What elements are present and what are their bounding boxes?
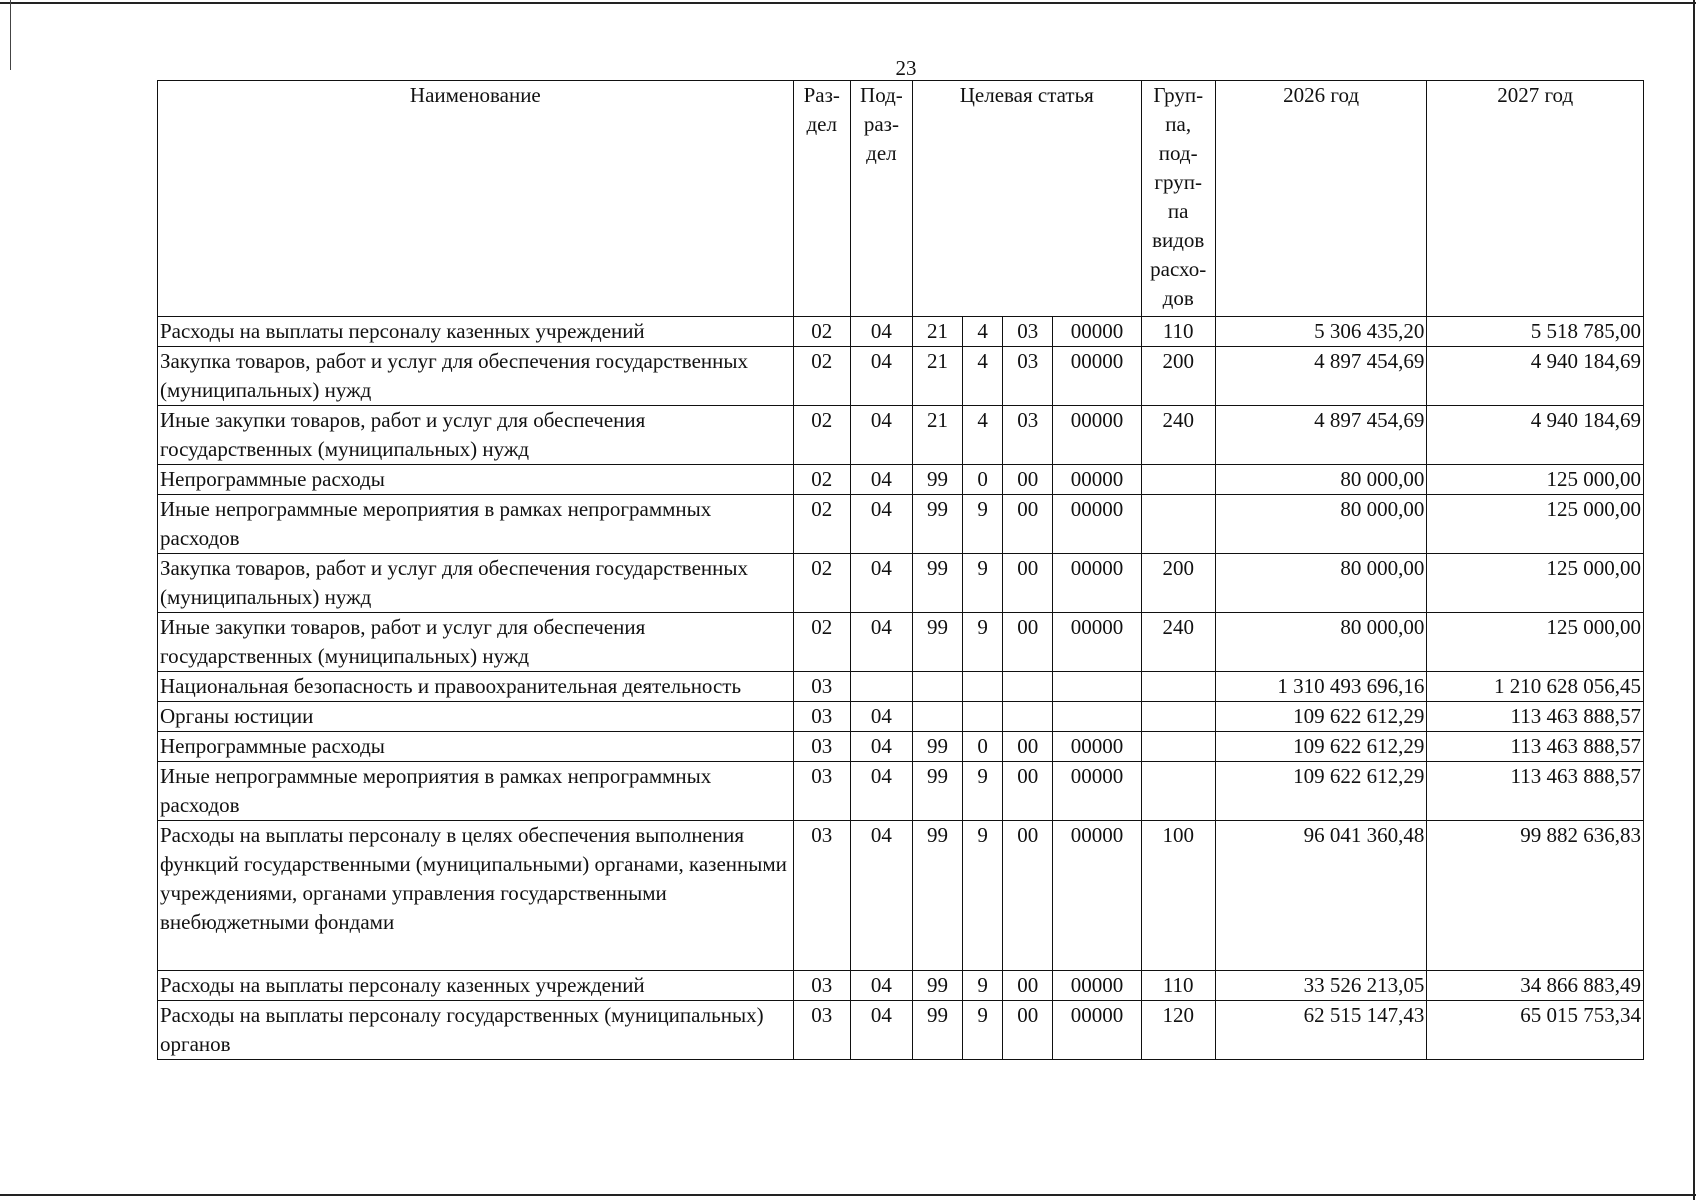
cell-expense-group: [1141, 762, 1215, 821]
cell-name: Закупка товаров, работ и услуг для обеспечения государственных (муниципальных) нужд: [158, 347, 794, 406]
cell-amount-2027: 125 000,00: [1427, 465, 1644, 495]
cell-podrazdel: 04: [850, 702, 912, 732]
cell-podrazdel: 04: [850, 406, 912, 465]
cell-razdel: 02: [793, 495, 850, 554]
cell-target-type: 4: [963, 406, 1003, 465]
cell-target-program: [912, 672, 962, 702]
cell-amount-2026: 4 897 454,69: [1215, 406, 1427, 465]
cell-razdel: 03: [793, 1001, 850, 1060]
cell-expense-group: 110: [1141, 317, 1215, 347]
cell-amount-2027: 65 015 753,34: [1427, 1001, 1644, 1060]
cell-name: Иные непрограммные мероприятия в рамках непрограммных расходов: [158, 762, 794, 821]
cell-amount-2026: 5 306 435,20: [1215, 317, 1427, 347]
cell-expense-group: [1141, 702, 1215, 732]
cell-name: Расходы на выплаты персоналу государственных (муниципальных) органов: [158, 1001, 794, 1060]
page-border-right: [1693, 0, 1695, 1200]
cell-name: Национальная безопасность и правоохранительная деятельность: [158, 672, 794, 702]
cell-amount-2026: 109 622 612,29: [1215, 702, 1427, 732]
cell-target-type: 9: [963, 495, 1003, 554]
header-target-article: Целевая статья: [912, 81, 1141, 317]
table-row: [158, 821, 1644, 971]
cell-target-type: 0: [963, 732, 1003, 762]
table-row: [158, 317, 1644, 347]
cell-target-direction: 00000: [1053, 821, 1141, 971]
cell-amount-2027: 113 463 888,57: [1427, 762, 1644, 821]
cell-expense-group: 120: [1141, 1001, 1215, 1060]
cell-target-type: [963, 672, 1003, 702]
cell-podrazdel: [850, 672, 912, 702]
cell-target-subprogram: 00: [1003, 495, 1053, 554]
header-group: [1141, 81, 1215, 317]
cell-amount-2027: 113 463 888,57: [1427, 732, 1644, 762]
cell-name: Иные закупки товаров, работ и услуг для обеспечения государственных (муниципальных) нужд: [158, 406, 794, 465]
cell-podrazdel: 04: [850, 347, 912, 406]
cell-amount-2026: 62 515 147,43: [1215, 1001, 1427, 1060]
cell-podrazdel: 04: [850, 554, 912, 613]
page-border-bottom: [0, 1194, 1696, 1196]
cell-name: Иные закупки товаров, работ и услуг для обеспечения государственных (муниципальных) нужд: [158, 613, 794, 672]
cell-amount-2026: 109 622 612,29: [1215, 762, 1427, 821]
cell-target-program: 21: [912, 317, 962, 347]
cell-amount-2026: 96 041 360,48: [1215, 821, 1427, 971]
cell-target-direction: 00000: [1053, 465, 1141, 495]
cell-target-type: 4: [963, 317, 1003, 347]
table-row: [158, 465, 1644, 495]
table-row: [158, 702, 1644, 732]
cell-amount-2026: 80 000,00: [1215, 465, 1427, 495]
cell-expense-group: [1141, 672, 1215, 702]
cell-amount-2027: 1 210 628 056,45: [1427, 672, 1644, 702]
cell-amount-2026: 109 622 612,29: [1215, 732, 1427, 762]
table-row: [158, 971, 1644, 1001]
cell-target-program: [912, 702, 962, 732]
cell-target-type: 4: [963, 347, 1003, 406]
cell-target-direction: 00000: [1053, 554, 1141, 613]
cell-amount-2026: 80 000,00: [1215, 495, 1427, 554]
cell-target-direction: 00000: [1053, 317, 1141, 347]
table-row: [158, 613, 1644, 672]
cell-podrazdel: 04: [850, 613, 912, 672]
cell-podrazdel: 04: [850, 495, 912, 554]
cell-razdel: 03: [793, 732, 850, 762]
cell-target-subprogram: 03: [1003, 317, 1053, 347]
table-row: [158, 762, 1644, 821]
cell-target-program: 99: [912, 613, 962, 672]
cell-razdel: 03: [793, 762, 850, 821]
cell-podrazdel: 04: [850, 971, 912, 1001]
cell-target-program: 99: [912, 732, 962, 762]
cell-target-subprogram: 00: [1003, 465, 1053, 495]
cell-target-program: 99: [912, 762, 962, 821]
cell-expense-group: 110: [1141, 971, 1215, 1001]
cell-name: Расходы на выплаты персоналу в целях обеспечения выполнения функций государственными (муниципальными) органами, казенными учреждениями, органами управления государственными внебюджетными фондами: [158, 821, 794, 971]
cell-target-type: 9: [963, 971, 1003, 1001]
cell-razdel: 03: [793, 702, 850, 732]
header-name: Наименование: [158, 81, 794, 317]
cell-target-subprogram: 00: [1003, 554, 1053, 613]
table-row: [158, 406, 1644, 465]
table-header-row: [158, 81, 1644, 317]
cell-amount-2027: 125 000,00: [1427, 495, 1644, 554]
cell-target-subprogram: 00: [1003, 732, 1053, 762]
cell-target-program: 99: [912, 971, 962, 1001]
cell-target-type: 9: [963, 762, 1003, 821]
cell-razdel: 02: [793, 613, 850, 672]
table-row: [158, 495, 1644, 554]
cell-expense-group: 240: [1141, 613, 1215, 672]
cell-razdel: 03: [793, 821, 850, 971]
cell-target-type: [963, 702, 1003, 732]
cell-target-subprogram: [1003, 672, 1053, 702]
table-row: [158, 672, 1644, 702]
cell-name: Непрограммные расходы: [158, 732, 794, 762]
cell-target-direction: 00000: [1053, 1001, 1141, 1060]
cell-podrazdel: 04: [850, 317, 912, 347]
cell-expense-group: [1141, 732, 1215, 762]
header-podrazdel: [850, 81, 912, 317]
cell-amount-2026: 80 000,00: [1215, 554, 1427, 613]
page-number: 23: [895, 56, 917, 80]
cell-target-direction: [1053, 672, 1141, 702]
table-row: [158, 347, 1644, 406]
cell-target-direction: 00000: [1053, 347, 1141, 406]
cell-target-type: 9: [963, 821, 1003, 971]
cell-podrazdel: 04: [850, 821, 912, 971]
cell-expense-group: 100: [1141, 821, 1215, 971]
cell-amount-2026: 1 310 493 696,16: [1215, 672, 1427, 702]
cell-target-program: 99: [912, 821, 962, 971]
table-row: [158, 554, 1644, 613]
cell-target-type: 9: [963, 554, 1003, 613]
cell-amount-2027: 113 463 888,57: [1427, 702, 1644, 732]
cell-expense-group: [1141, 465, 1215, 495]
cell-target-program: 99: [912, 495, 962, 554]
cell-amount-2026: 33 526 213,05: [1215, 971, 1427, 1001]
header-2026: 2026 год: [1215, 81, 1427, 317]
cell-target-direction: 00000: [1053, 613, 1141, 672]
cell-razdel: 02: [793, 406, 850, 465]
header-group-text: Груп- па, под- груп- па видов расхо- дов: [1150, 83, 1207, 310]
cell-amount-2027: 99 882 636,83: [1427, 821, 1644, 971]
cell-target-type: 9: [963, 1001, 1003, 1060]
cell-name: Непрограммные расходы: [158, 465, 794, 495]
cell-expense-group: 240: [1141, 406, 1215, 465]
cell-amount-2027: 4 940 184,69: [1427, 406, 1644, 465]
cell-name: Расходы на выплаты персоналу казенных учреждений: [158, 971, 794, 1001]
cell-target-subprogram: 00: [1003, 971, 1053, 1001]
cell-podrazdel: 04: [850, 465, 912, 495]
cell-target-program: 99: [912, 554, 962, 613]
cell-target-direction: 00000: [1053, 406, 1141, 465]
cell-razdel: 02: [793, 347, 850, 406]
cell-amount-2026: 80 000,00: [1215, 613, 1427, 672]
cell-target-subprogram: 00: [1003, 821, 1053, 971]
cell-razdel: 02: [793, 554, 850, 613]
cell-podrazdel: 04: [850, 762, 912, 821]
cell-target-subprogram: 03: [1003, 406, 1053, 465]
header-razdel: [793, 81, 850, 317]
cell-amount-2027: 5 518 785,00: [1427, 317, 1644, 347]
cell-target-subprogram: 03: [1003, 347, 1053, 406]
header-razdel-text: Раз- дел: [803, 83, 840, 136]
table-row: [158, 732, 1644, 762]
cell-target-type: 9: [963, 613, 1003, 672]
page-border-top: [0, 2, 1696, 4]
cell-name: Иные непрограммные мероприятия в рамках непрограммных расходов: [158, 495, 794, 554]
cell-target-direction: [1053, 702, 1141, 732]
cell-target-subprogram: [1003, 702, 1053, 732]
cell-amount-2027: 4 940 184,69: [1427, 347, 1644, 406]
cell-target-direction: 00000: [1053, 762, 1141, 821]
header-podrazdel-text: Под- раз- дел: [860, 83, 903, 165]
cell-podrazdel: 04: [850, 1001, 912, 1060]
cell-amount-2027: 34 866 883,49: [1427, 971, 1644, 1001]
cell-target-direction: 00000: [1053, 495, 1141, 554]
cell-target-program: 99: [912, 1001, 962, 1060]
cell-target-subprogram: 00: [1003, 762, 1053, 821]
cell-expense-group: 200: [1141, 347, 1215, 406]
cell-amount-2027: 125 000,00: [1427, 613, 1644, 672]
cell-target-direction: 00000: [1053, 732, 1141, 762]
cell-razdel: 03: [793, 672, 850, 702]
cell-razdel: 02: [793, 317, 850, 347]
cell-name: Закупка товаров, работ и услуг для обеспечения государственных (муниципальных) нужд: [158, 554, 794, 613]
cell-target-direction: 00000: [1053, 971, 1141, 1001]
cell-target-subprogram: 00: [1003, 1001, 1053, 1060]
cell-target-type: 0: [963, 465, 1003, 495]
cell-amount-2027: 125 000,00: [1427, 554, 1644, 613]
header-2027: 2027 год: [1427, 81, 1644, 317]
cell-amount-2026: 4 897 454,69: [1215, 347, 1427, 406]
budget-table: [157, 80, 1644, 1060]
cell-name: Органы юстиции: [158, 702, 794, 732]
table-row: [158, 1001, 1644, 1060]
cell-expense-group: [1141, 495, 1215, 554]
cell-target-program: 21: [912, 347, 962, 406]
cell-razdel: 02: [793, 465, 850, 495]
cell-razdel: 03: [793, 971, 850, 1001]
cell-target-program: 99: [912, 465, 962, 495]
cell-podrazdel: 04: [850, 732, 912, 762]
cell-name: Расходы на выплаты персоналу казенных учреждений: [158, 317, 794, 347]
cell-expense-group: 200: [1141, 554, 1215, 613]
cell-target-subprogram: 00: [1003, 613, 1053, 672]
cell-target-program: 21: [912, 406, 962, 465]
